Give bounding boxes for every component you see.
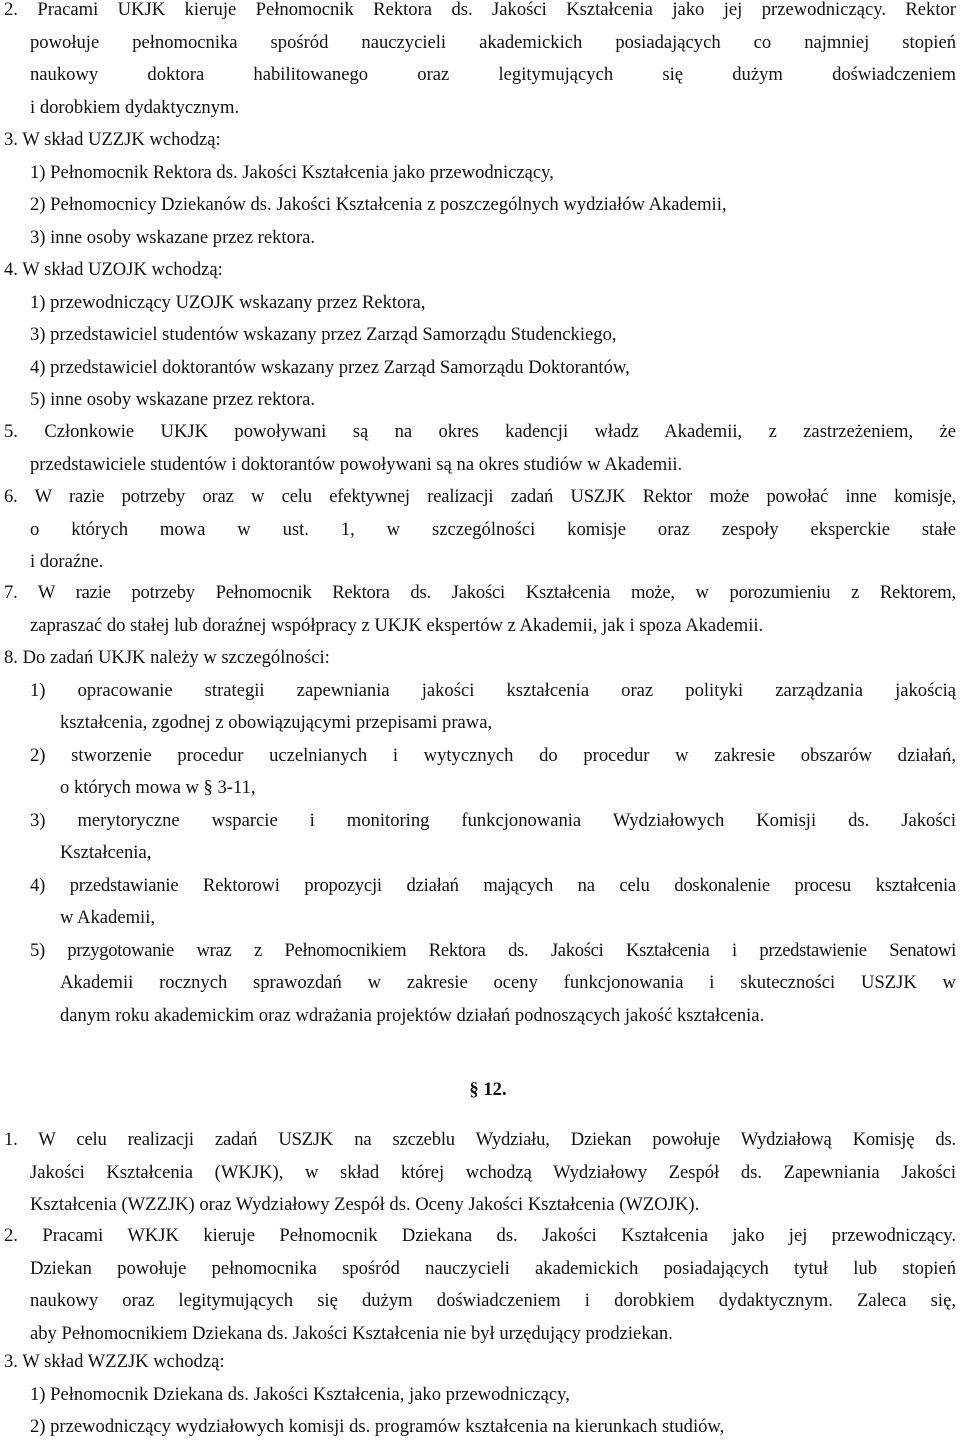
- list-item: 2) przewodniczący wydziałowych komisji ds. programów kształcenia na kierunkach studiów,: [30, 1416, 725, 1437]
- text-line: 6. W razie potrzeby oraz w celu efektywnej realizacji zadań USZJK Rektor może powołać inne komisje,: [4, 486, 956, 507]
- paragraph-heading: 4. W skład UZOJK wchodzą:: [4, 259, 223, 280]
- text-line: Akademii rocznych sprawozdań w zakresie oceny funkcjonowania i skuteczności USZJK w: [60, 972, 956, 993]
- text-line: o których mowa w ust. 1, w szczególności komisje oraz zespoły eksperckie stałe: [30, 518, 956, 540]
- text-line: 1) opracowanie strategii zapewniania jakości kształcenia oraz polityki zarządzania jakością: [30, 679, 956, 701]
- list-item: [4, 675, 956, 740]
- text-line: 2. Pracami WKJK kieruje Pełnomocnik Dziekana ds. Jakości Kształcenia jako jej przewodniczący.: [4, 1225, 956, 1246]
- text-line: i doraźne.: [30, 551, 104, 572]
- paragraph-7: [4, 577, 956, 642]
- list-item: 2) Pełnomocnicy Dziekanów ds. Jakości Kształcenia z poszczególnych wydziałów Akademii,: [30, 194, 727, 215]
- section-12-paragraph-3: [4, 1346, 956, 1442]
- paragraph-6: [4, 481, 956, 579]
- text-line: 4) przedstawianie Rektorowi propozycji działań mających na celu doskonalenie procesu kształcenia: [30, 874, 956, 896]
- text-line: 2) stworzenie procedur uczelnianych i wytycznych do procedur w zakresie obszarów działań,: [30, 744, 956, 766]
- list-item: [4, 805, 956, 870]
- list-item: 3) inne osoby wskazane przez rektora.: [30, 226, 315, 248]
- text-line: naukowy doktora habilitowanego oraz legitymujących się dużym doświadczeniem: [30, 64, 956, 85]
- text-line: kształcenia, zgodnej z obowiązującymi przepisami prawa,: [60, 712, 493, 733]
- paragraph-heading: 3. W skład UZZJK wchodzą:: [4, 129, 221, 150]
- text-line: w Akademii,: [60, 907, 156, 928]
- paragraph-heading: 3. W skład WZZJK wchodzą:: [4, 1351, 225, 1372]
- list-item: 3) przedstawiciel studentów wskazany przez Zarząd Samorządu Studenckiego,: [30, 324, 617, 345]
- paragraph-heading: 8. Do zadań UKJK należy w szczególności:: [4, 647, 330, 668]
- list-item: [4, 935, 956, 1033]
- text-line: 2. Pracami UKJK kieruje Pełnomocnik Rektora ds. Jakości Kształcenia jako jej przewodniczący. Rektor: [4, 0, 956, 20]
- text-line: i dorobkiem dydaktycznym.: [30, 96, 240, 118]
- text-line: 1. W celu realizacji zadań USZJK na szczeblu Wydziału, Dziekan powołuje Wydziałową Komisję ds.: [4, 1129, 956, 1150]
- text-line: danym roku akademickim oraz wdrażania projektów działań podnoszących jakość kształcenia.: [60, 1004, 765, 1026]
- paragraph-3: [4, 124, 960, 254]
- text-line: Kształcenia,: [60, 842, 152, 863]
- paragraph-8: [4, 642, 956, 1032]
- text-line: aby Pełnomocnikiem Dziekana ds. Jakości Kształcenia nie był urzędujący prodziekan.: [30, 1322, 673, 1344]
- list-item: 1) Pełnomocnik Rektora ds. Jakości Kształcenia jako przewodniczący,: [30, 161, 554, 183]
- text-line: Dziekan powołuje pełnomocnika spośród nauczycieli akademickich posiadających tytuł lub stopień: [30, 1257, 956, 1279]
- text-line: zapraszać do stałej lub doraźnej współpracy z UKJK ekspertów z Akademii, jak i spoza Akademii.: [30, 614, 764, 636]
- paragraph-4: [4, 254, 960, 417]
- text-line: Jakości Kształcenia (WKJK), w skład której wchodzą Wydziałowy Zespół ds. Zapewniania Jakości: [30, 1161, 956, 1183]
- list-item: 4) przedstawiciel doktorantów wskazany przez Zarząd Samorządu Doktorantów,: [30, 356, 630, 378]
- list-item: 5) inne osoby wskazane przez rektora.: [30, 389, 315, 410]
- section-12-paragraph-2: [4, 1220, 956, 1350]
- paragraph-2: [0, 0, 956, 124]
- text-line: 7. W razie potrzeby Pełnomocnik Rektora ds. Jakości Kształcenia może, w porozumieniu z Rektorem,: [4, 582, 956, 603]
- section-12-paragraph-1: [4, 1124, 956, 1222]
- text-line: powołuje pełnomocnika spośród nauczycieli akademickich posiadających co najmniej stopień: [30, 31, 956, 53]
- paragraph-5: [4, 416, 956, 481]
- text-line: przedstawiciele studentów i doktorantów powoływani są na okres studiów w Akademii.: [30, 453, 683, 475]
- section-heading: § 12.: [469, 1079, 507, 1100]
- list-item: 1) Pełnomocnik Dziekana ds. Jakości Kształcenia, jako przewodniczący,: [30, 1383, 570, 1405]
- text-line: 5. Członkowie UKJK powoływani są na okres kadencji władz Akademii, z zastrzeżeniem, że: [4, 421, 956, 442]
- text-line: 3) merytoryczne wsparcie i monitoring funkcjonowania Wydziałowych Komisji ds. Jakości: [30, 809, 956, 831]
- list-item: [4, 740, 956, 805]
- list-item: [4, 870, 956, 935]
- text-line: 5) przygotowanie wraz z Pełnomocnikiem Rektora ds. Jakości Kształcenia i przedstawienie Senatowi: [30, 939, 956, 961]
- text-line: naukowy oraz legitymujących się dużym doświadczeniem i dorobkiem dydaktycznym. Zaleca się,: [30, 1290, 956, 1311]
- text-line: o których mowa w § 3-11,: [60, 777, 256, 798]
- list-item: 1) przewodniczący UZOJK wskazany przez Rektora,: [30, 291, 426, 313]
- text-line: Kształcenia (WZZJK) oraz Wydziałowy Zespół ds. Oceny Jakości Kształcenia (WZOJK).: [30, 1194, 700, 1215]
